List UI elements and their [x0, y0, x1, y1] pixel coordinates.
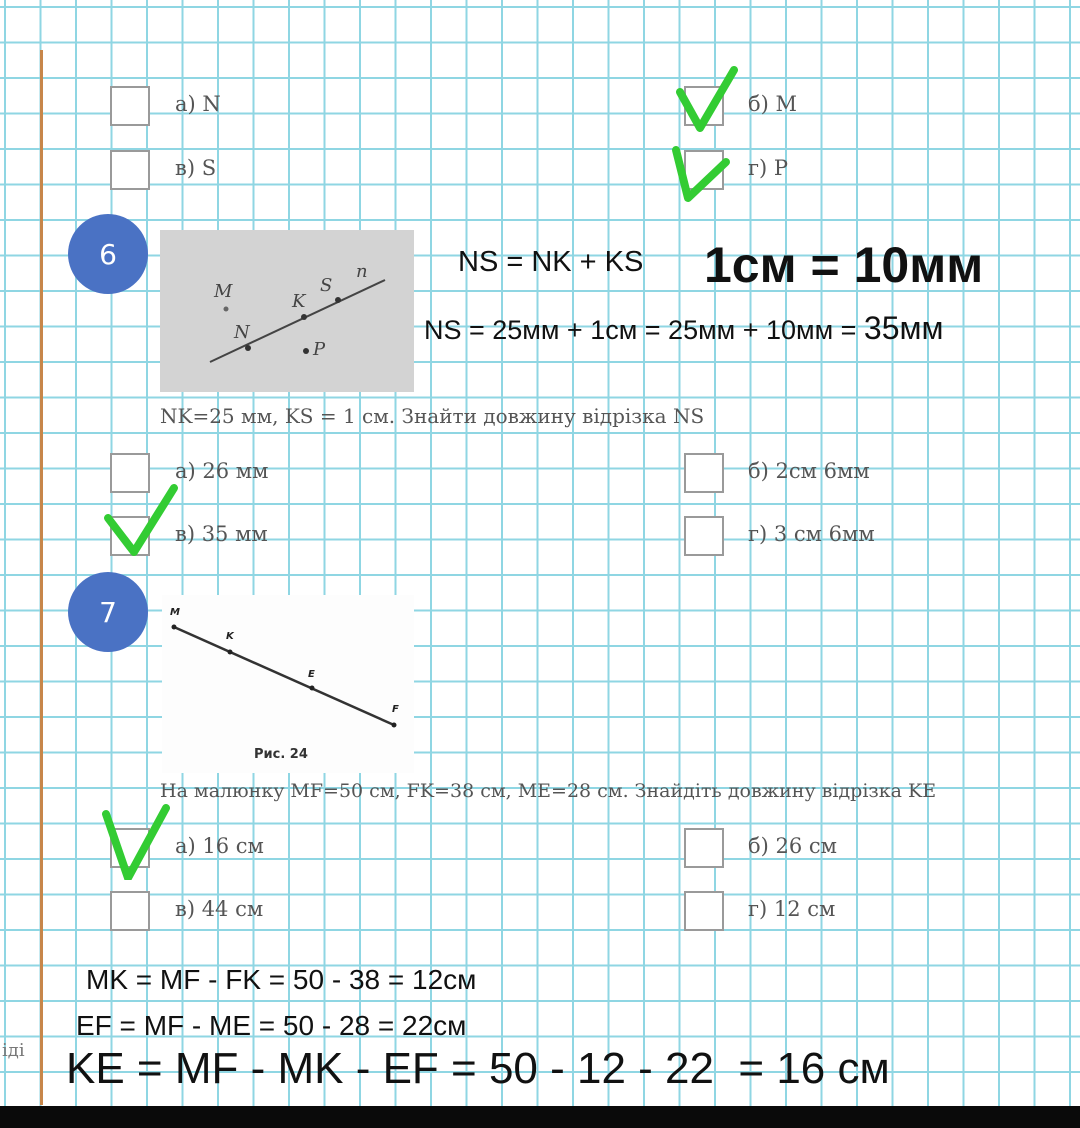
question-number-6: 6	[68, 214, 148, 294]
option-label-q5-d: г) P	[748, 156, 789, 180]
figure-q6-drawing	[160, 230, 414, 392]
segment-mf	[174, 627, 394, 725]
point-label-f: F	[392, 704, 399, 715]
option-label-q6-d: г) 3 см 6мм	[748, 522, 875, 546]
bottom-bar	[0, 1106, 1080, 1128]
figure-q7	[162, 595, 414, 773]
point-n	[245, 345, 251, 351]
notebook-margin-line	[40, 50, 43, 1105]
option-label-q6-c: в) 35 мм	[175, 522, 268, 546]
note-ns-formula: NS = NK + KS	[458, 246, 644, 278]
point-f	[392, 723, 397, 728]
point-m	[224, 307, 229, 312]
point-p	[303, 348, 309, 354]
note-ef-calculation: EF = MF - ME = 50 - 28 = 22см	[76, 1010, 467, 1041]
note-ns-calc-result: 35мм	[863, 310, 944, 346]
check-mark-icon	[672, 62, 752, 142]
option-label-q5-b: б) M	[748, 92, 798, 116]
point-label-m: M	[170, 607, 180, 618]
option-label-q7-b: б) 26 см	[748, 834, 838, 858]
checkbox-q5-a[interactable]	[110, 86, 150, 126]
check-mark-icon	[100, 478, 180, 558]
checkbox-q6-b[interactable]	[684, 453, 724, 493]
point-label-p: P	[313, 339, 326, 360]
point-label-k: K	[292, 291, 306, 312]
note-mk-calculation: MK = MF - FK = 50 - 38 = 12см	[86, 964, 477, 995]
checkbox-q7-d[interactable]	[684, 891, 724, 931]
option-label-q5-c: в) S	[175, 156, 217, 180]
figure-q6	[160, 230, 414, 392]
option-label-q7-d: г) 12 см	[748, 897, 836, 921]
option-label-q7-a: а) 16 см	[175, 834, 264, 858]
point-label-m: M	[214, 281, 233, 302]
point-k	[301, 314, 307, 320]
point-m	[172, 625, 177, 630]
checkbox-q7-c[interactable]	[110, 891, 150, 931]
note-unit-conversion: 1см = 10мм	[704, 237, 984, 293]
point-e	[310, 686, 315, 691]
note-ns-calculation	[424, 310, 944, 347]
checkbox-q7-b[interactable]	[684, 828, 724, 868]
option-label-q7-c: в) 44 см	[175, 897, 264, 921]
question-text-6: NK=25 мм, KS = 1 см. Знайти довжину відрізка NS	[160, 404, 705, 428]
question-number-7: 7	[68, 572, 148, 652]
page-edge-text: іді	[2, 1040, 25, 1061]
question-text-7: На малюнку MF=50 см, FK=38 см, ME=28 см. Знайдіть довжину відрізка KE	[160, 780, 937, 802]
check-mark-icon	[668, 132, 748, 212]
figure-caption: Рис. 24	[254, 747, 308, 762]
option-label-q6-a: а) 26 мм	[175, 459, 269, 483]
line-label-n: n	[356, 261, 368, 282]
checkbox-q6-d[interactable]	[684, 516, 724, 556]
option-label-q6-b: б) 2см 6мм	[748, 459, 870, 483]
point-label-s: S	[320, 275, 333, 296]
check-mark-icon	[96, 800, 176, 880]
note-ke-calculation: KE = MF - MK - EF = 50 - 12 - 22 = 16 см	[66, 1044, 890, 1093]
point-k	[228, 650, 233, 655]
note-ns-calc-main: NS = 25мм + 1см = 25мм + 10мм =	[424, 315, 864, 345]
point-label-n: N	[234, 322, 250, 343]
checkbox-q5-c[interactable]	[110, 150, 150, 190]
option-label-q5-a: а) N	[175, 92, 221, 116]
point-s	[335, 297, 341, 303]
point-label-e: E	[308, 669, 315, 680]
point-label-k: K	[226, 631, 234, 642]
figure-q7-drawing	[162, 595, 414, 773]
